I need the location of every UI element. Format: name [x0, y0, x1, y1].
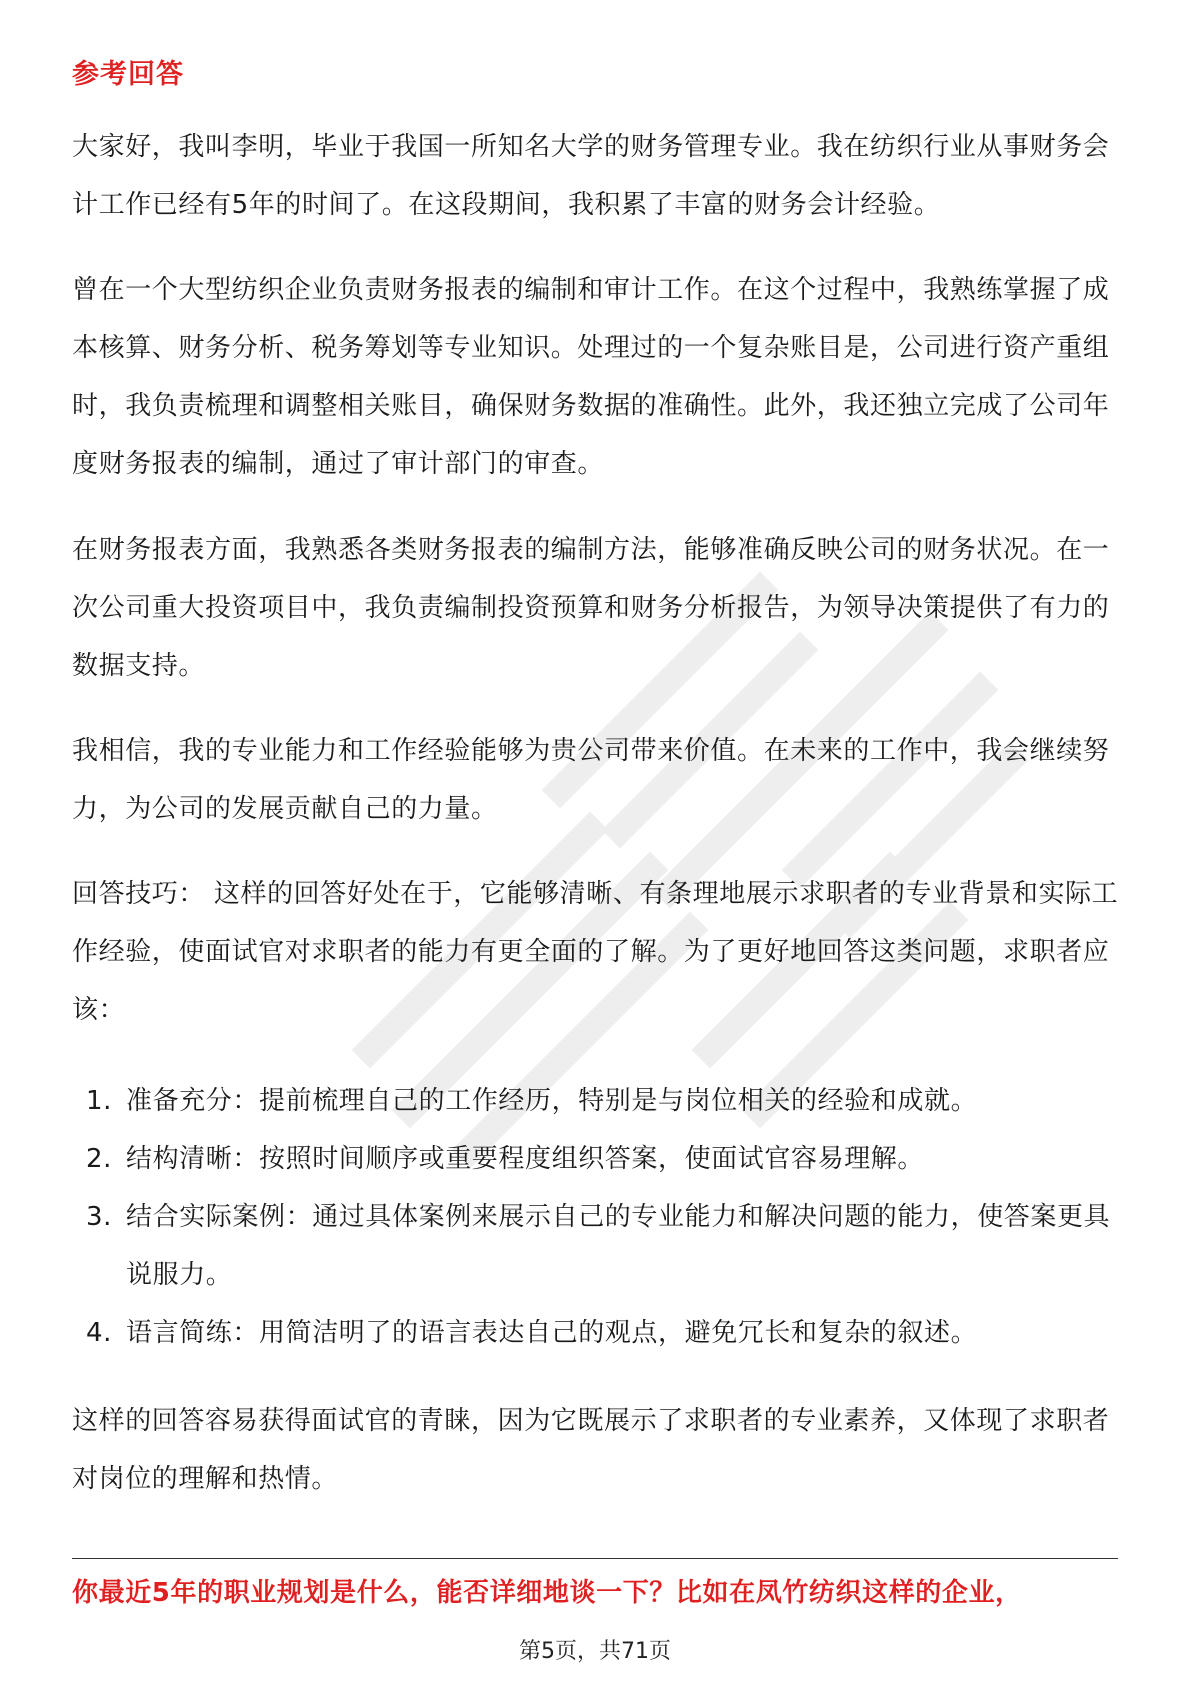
- answer-paragraph-summary: 这样的回答容易获得面试官的青睐，因为它既展示了求职者的专业素养，又体现了求职者对岗位的理解和热情。: [72, 1406, 1110, 1494]
- list-item-number: 2.: [86, 1144, 113, 1174]
- list-item: [72, 1188, 1122, 1304]
- list-item: [72, 1072, 1122, 1130]
- list-item-number: 4.: [86, 1318, 113, 1348]
- list-item-text: 结合实际案例：通过具体案例来展示自己的专业能力和解决问题的能力，使答案更具说服力。: [126, 1202, 1111, 1290]
- list-item-number: 1.: [86, 1086, 113, 1116]
- section-divider: [72, 1558, 1118, 1559]
- list-item: [72, 1130, 1122, 1188]
- answer-paragraph-reports: 在财务报表方面，我熟悉各类财务报表的编制方法，能够准确反映公司的财务状况。在一次公司重大投资项目中，我负责编制投资预算和财务分析报告，为领导决策提供了有力的数据支持。: [72, 535, 1110, 681]
- answer-paragraph-closing: 我相信，我的专业能力和工作经验能够为贵公司带来价值。在未来的工作中，我会继续努力，为公司的发展贡献自己的力量。: [72, 736, 1110, 824]
- list-item-text: 准备充分：提前梳理自己的工作经历，特别是与岗位相关的经验和成就。: [126, 1086, 978, 1116]
- list-item-text: 语言简练：用简洁明了的语言表达自己的观点，避免冗长和复杂的叙述。: [126, 1318, 978, 1348]
- answer-tips-intro: 回答技巧： 这样的回答好处在于，它能够清晰、有条理地展示求职者的专业背景和实际工作经验，使面试官对求职者的能力有更全面的了解。为了更好地回答这类问题，求职者应该：: [72, 879, 1119, 1025]
- list-item: [72, 1304, 1122, 1362]
- next-question-heading: 你最近5年的职业规划是什么，能否详细地谈一下？比如在凤竹纺织这样的企业，: [72, 1578, 1022, 1608]
- section-heading: 参考回答: [72, 59, 184, 90]
- page-number-footer: 第5页，共71页: [519, 1639, 671, 1664]
- answer-paragraph-intro: 大家好，我叫李明，毕业于我国一所知名大学的财务管理专业。我在纺织行业从事财务会计工作已经有5年的时间了。在这段期间，我积累了丰富的财务会计经验。: [72, 132, 1110, 220]
- list-item-number: 3.: [86, 1202, 113, 1232]
- answer-paragraph-experience: 曾在一个大型纺织企业负责财务报表的编制和审计工作。在这个过程中，我熟练掌握了成本核算、财务分析、税务筹划等专业知识。处理过的一个复杂账目是，公司进行资产重组时，我负责梳理和调整相关账目，确保财务数据的准确性。此外，我还独立完成了公司年度财务报表的编制，通过了审计部门的审查。: [72, 275, 1110, 479]
- list-item-text: 结构清晰：按照时间顺序或重要程度组织答案，使面试官容易理解。: [126, 1144, 925, 1174]
- tips-list: [72, 1072, 1122, 1362]
